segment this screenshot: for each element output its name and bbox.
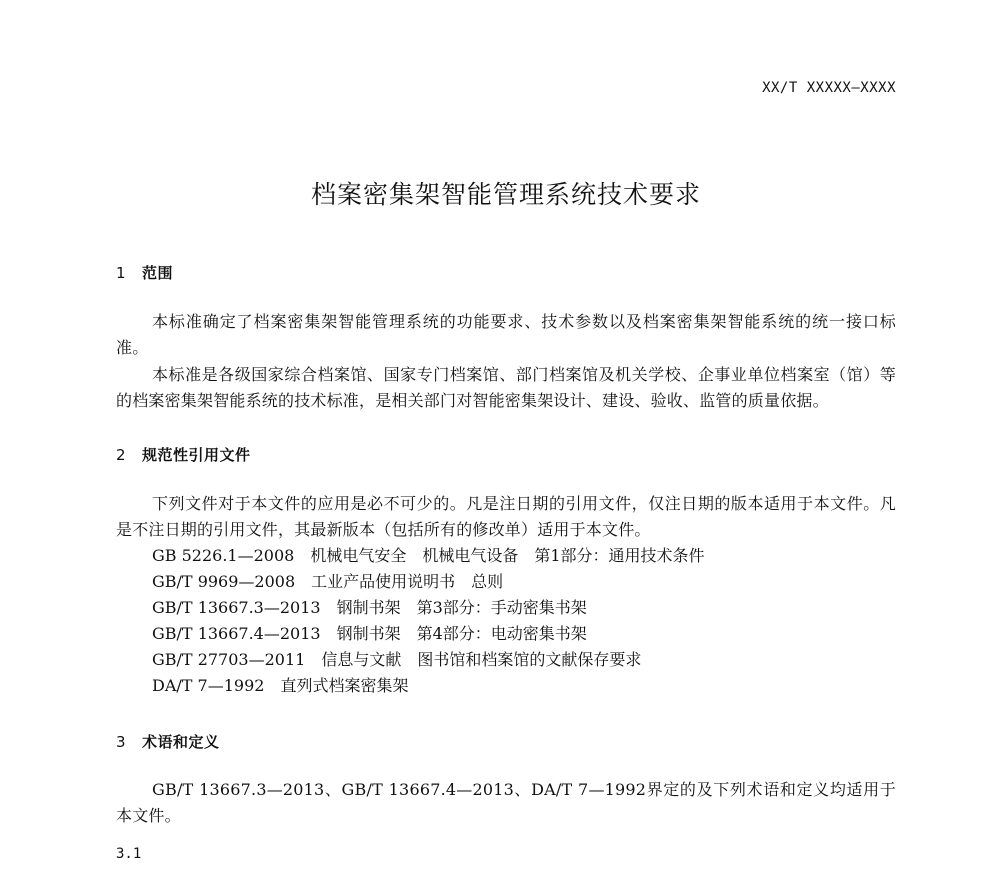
reference-title: 钢制书架 第3部分：手动密集书架	[336, 598, 587, 617]
reference-title: 钢制书架 第4部分：电动密集书架	[336, 624, 587, 643]
section-title: 术语和定义	[142, 733, 220, 751]
references-intro-paragraph: 下列文件对于本文件的应用是必不可少的。凡是注日期的引用文件，仅注日期的版本适用于本文件。凡是不注日期的引用文件，其最新版本（包括所有的修改单）适用于本文件。	[116, 494, 896, 539]
reference-item	[152, 543, 705, 569]
document-title: 档案密集架智能管理系统技术要求	[310, 180, 701, 209]
section-number: 3	[116, 733, 126, 751]
section-title: 规范性引用文件	[142, 446, 251, 464]
reference-code: DA/T 7—1992	[152, 676, 265, 695]
reference-title: 直列式档案密集架	[280, 676, 409, 695]
reference-code: GB/T 13667.4—2013	[152, 624, 321, 643]
section-title: 范围	[142, 264, 174, 282]
reference-code: GB/T 9969—2008	[152, 572, 296, 591]
reference-item	[152, 569, 705, 595]
scope-paragraph: 本标准是各级国家综合档案馆、国家专门档案馆、部门档案馆及机关学校、企事业单位档案室（馆）等的档案密集架智能系统的技术标准，是相关部门对智能密集架设计、建设、验收、监管的质量依据。	[116, 365, 896, 410]
section-number: 2	[116, 446, 126, 464]
reference-title: 机械电气安全 机械电气设备 第1部分：通用技术条件	[310, 546, 705, 565]
reference-item	[152, 621, 705, 647]
section-number: 1	[116, 264, 126, 282]
section-heading-terms-definitions	[116, 731, 220, 752]
document-code: XX/T XXXXX—XXXX	[762, 80, 896, 96]
terms-paragraph: GB/T 13667.3—2013、GB/T 13667.4—2013、DA/T 7—1992界定的及下列术语和定义均适用于本文件。	[116, 780, 896, 825]
section-heading-normative-references	[116, 444, 251, 465]
reference-code: GB/T 27703—2011	[152, 650, 306, 669]
reference-code: GB 5226.1—2008	[152, 546, 295, 565]
reference-item	[152, 595, 705, 621]
reference-title: 信息与文献 图书馆和档案馆的文献保存要求	[321, 650, 642, 669]
reference-title: 工业产品使用说明书 总则	[311, 572, 504, 591]
reference-item	[152, 647, 705, 673]
scope-paragraph: 本标准确定了档案密集架智能管理系统的功能要求、技术参数以及档案密集架智能系统的统一接口标准。	[116, 312, 896, 357]
reference-code: GB/T 13667.3—2013	[152, 598, 321, 617]
section-heading-scope	[116, 262, 173, 283]
subsection-number: 3.1	[116, 846, 142, 862]
reference-item	[152, 673, 705, 699]
reference-list	[152, 543, 705, 699]
